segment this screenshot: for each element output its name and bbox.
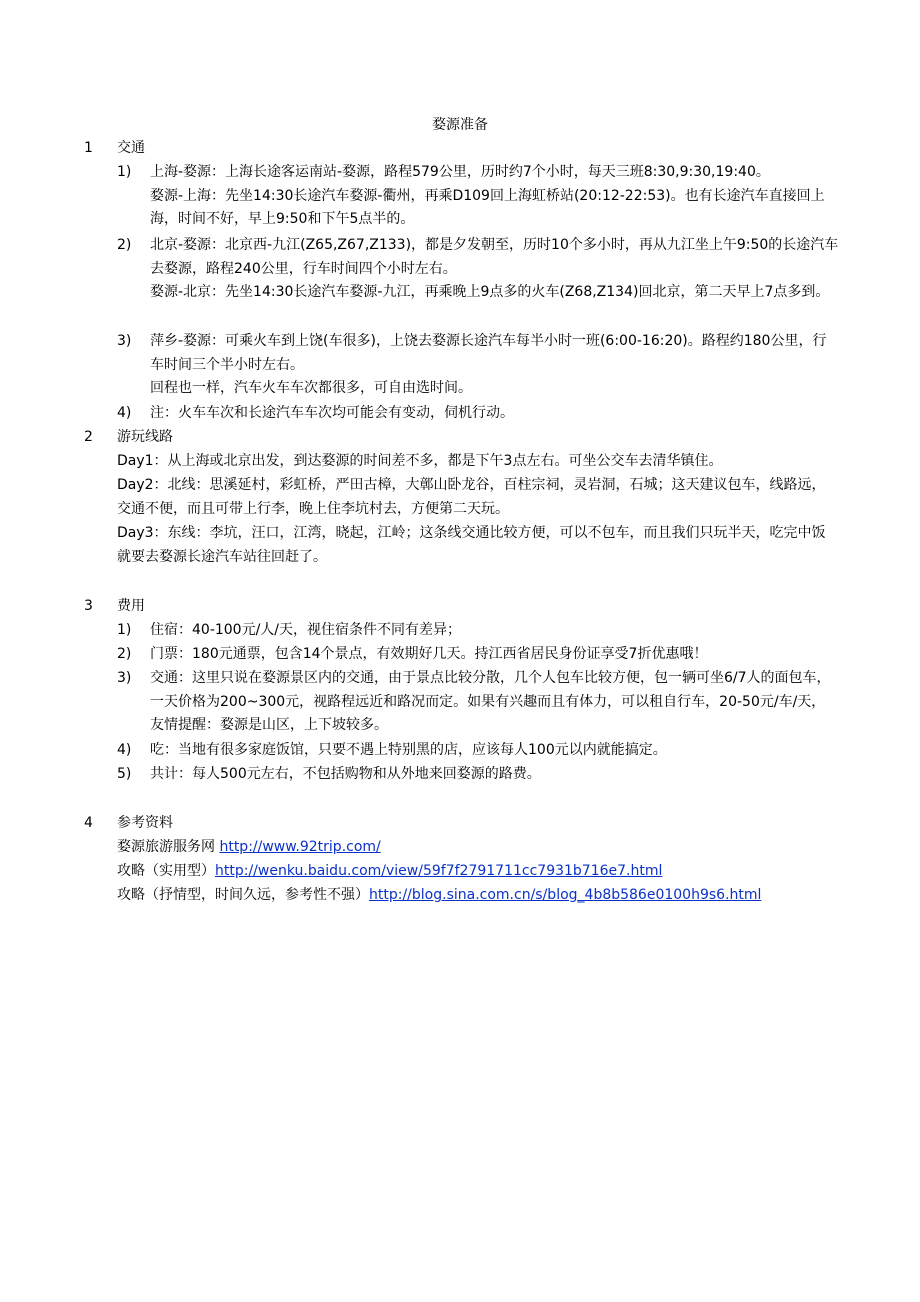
cost-item-2 (117, 643, 839, 667)
transport-item-3 (117, 330, 839, 401)
transport-item-4 (117, 402, 839, 426)
page-title: 婺源准备 (432, 117, 488, 133)
transport-item-3-line-2: 回程也一样，汽车火车车次都很多，可自由选时间。 (150, 380, 472, 396)
section-transport-heading (84, 137, 145, 159)
list-marker: 2) (117, 237, 132, 253)
ref-line-3 (117, 884, 761, 906)
transport-item-2-line-2: 婺源-北京：先坐14:30长途汽车婺源-九江，再乘晚上9点多的火车(Z68,Z134)回北京，第二天早上7点多到。 (150, 284, 830, 300)
list-marker: 1) (117, 622, 132, 638)
list-marker: 5) (117, 766, 132, 782)
section-title: 参考资料 (117, 815, 173, 831)
route-day-3: Day3：东线：李坑，汪口，江湾，晓起，江岭；这条线交通比较方便，可以不包车，而且我们只玩半天，吃完中饭就要去婺源长途汽车站往回赶了。 (117, 525, 826, 565)
section-refs-heading (84, 812, 173, 834)
section-number: 2 (84, 429, 93, 445)
route-day-1: Day1：从上海或北京出发，到达婺源的时间差不多，都是下午3点左右。可坐公交车去清华镇住。 (117, 453, 723, 469)
cost-item-3-text: 交通：这里只说在婺源景区内的交通，由于景点比较分散，几个人包车比较方便，包一辆可坐6/7人的面包车，一天价格为200~300元，视路程远近和路况而定。如果有兴趣而且有体力，可以租自行车，20-50元/车/天，友情提醒：婺源是山区，上下坡较多。 (150, 670, 831, 733)
cost-item-2-text: 门票：180元通票，包含14个景点，有效期好几天。持江西省居民身份证享受7折优惠哦！ (150, 646, 708, 662)
cost-item-4-text: 吃：当地有很多家庭饭馆，只要不遇上特别黑的店，应该每人100元以内就能搞定。 (150, 742, 667, 758)
transport-item-2-line-1: 北京-婺源：北京西-九江(Z65,Z67,Z133)，都是夕发朝至，历时10个多小时，再从九江坐上午9:50的长途汽车去婺源，路程240公里，行车时间四个小时左右。 (150, 237, 839, 277)
section-title: 游玩线路 (117, 429, 173, 445)
ref-link-sina-blog[interactable]: http://blog.sina.com.cn/s/blog_4b8b586e0100h9s6.html (369, 887, 762, 903)
section-number: 3 (84, 598, 93, 614)
ref-link-baidu-wenku[interactable]: http://wenku.baidu.com/view/59f7f2791711cc7931b716e7.html (215, 863, 663, 879)
cost-item-3 (117, 667, 839, 738)
cost-item-1-text: 住宿：40-100元/人/天，视住宿条件不同有差异； (150, 622, 462, 638)
ref-label: 攻略（抒情型，时间久远，参考性不强） (117, 887, 369, 903)
route-day-2: Day2：北线：思溪延村，彩虹桥，严田古樟，大鄣山卧龙谷，百柱宗祠，灵岩洞，石城；这天建议包车，线路远，交通不便，而且可带上行李，晚上住李坑村去，方便第二天玩。 (117, 477, 826, 517)
ref-line-1 (117, 836, 381, 858)
transport-item-1-line-1: 上海-婺源：上海长途客运南站-婺源，路程579公里，历时约7个小时，每天三班8:30,9:30,19:40。 (150, 164, 770, 180)
section-title: 费用 (117, 598, 145, 614)
list-marker: 4) (117, 405, 132, 421)
section-cost-heading (84, 595, 145, 617)
cost-item-4 (117, 739, 839, 763)
list-marker: 4) (117, 742, 132, 758)
cost-item-5-text: 共计：每人500元左右，不包括购物和从外地来回婺源的路费。 (150, 766, 541, 782)
section-route-heading (84, 426, 173, 448)
cost-item-1 (117, 619, 839, 643)
transport-item-4-line-1: 注：火车车次和长途汽车车次均可能会有变动，伺机行动。 (150, 405, 514, 421)
section-number: 1 (84, 140, 93, 156)
transport-item-2 (117, 234, 839, 305)
ref-label: 攻略（实用型） (117, 863, 215, 879)
list-marker: 3) (117, 670, 132, 686)
transport-item-1 (117, 161, 839, 232)
section-number: 4 (84, 815, 93, 831)
ref-link-92trip[interactable]: http://www.92trip.com/ (219, 839, 381, 855)
list-marker: 2) (117, 646, 132, 662)
transport-item-3-line-1: 萍乡-婺源：可乘火车到上饶(车很多)，上饶去婺源长途汽车每半小时一班(6:00-16:20)。路程约180公里，行车时间三个半小时左右。 (150, 333, 827, 373)
transport-item-1-line-2: 婺源-上海：先坐14:30长途汽车婺源-衢州，再乘D109回上海虹桥站(20:12-22:53)。也有长途汽车直接回上海，时间不好，早上9:50和下午5点半的。 (150, 187, 825, 227)
list-marker: 3) (117, 333, 132, 349)
ref-label: 婺源旅游服务网 (117, 839, 220, 855)
list-marker: 1) (117, 164, 132, 180)
ref-line-2 (117, 860, 662, 882)
section-title: 交通 (117, 140, 145, 156)
cost-item-5 (117, 763, 839, 787)
